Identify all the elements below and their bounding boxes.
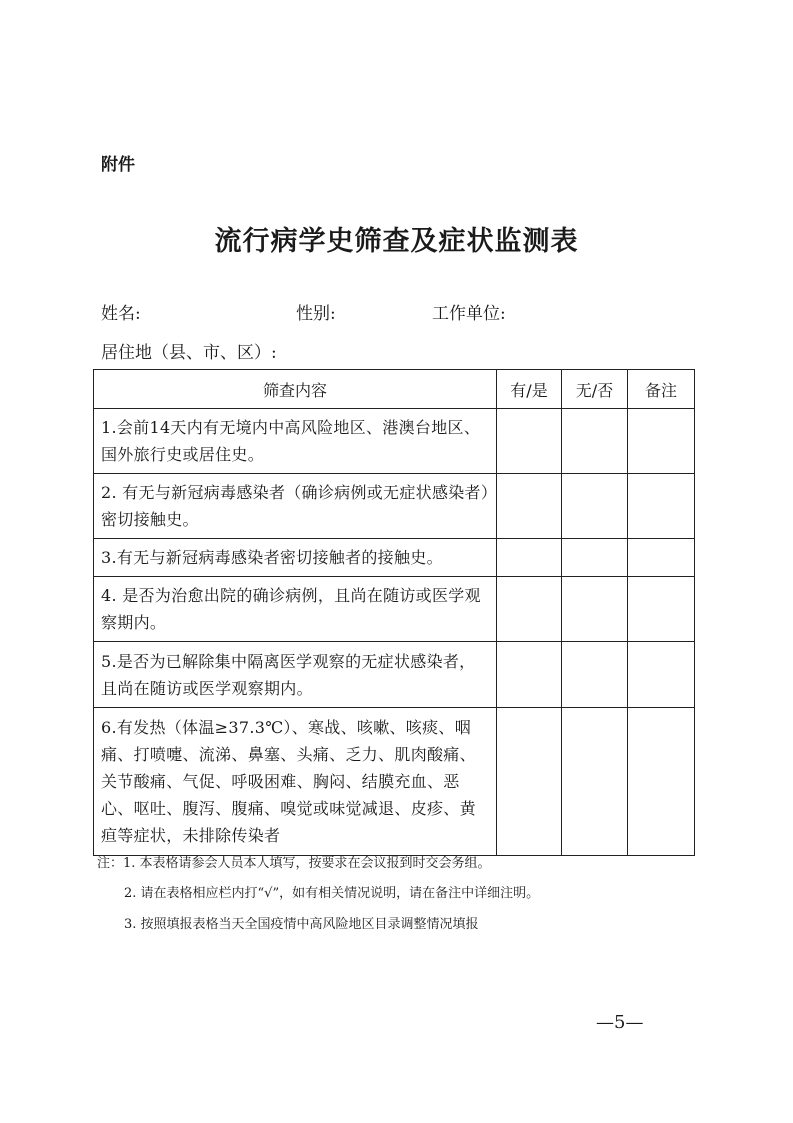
yes-cell-5[interactable]: [497, 642, 562, 708]
question-6: 6.有发热（体温≥37.3℃）、寒战、咳嗽、咳痰、咽痛、打喷嚏、流涕、鼻塞、头痛、乏力、肌肉酸痛、关节酸痛、气促、呼吸困难、胸闷、结膜充血、恶心、呕吐、腹泻、腹痛、嗅觉或味觉减退、皮疹、黄疸等症状，未排除传染者: [94, 708, 497, 856]
header-no: 无/否: [562, 370, 628, 409]
header-remarks: 备注: [628, 370, 695, 409]
attachment-label: 附件: [101, 155, 135, 175]
table-row: [94, 708, 695, 856]
no-cell-4[interactable]: [562, 577, 628, 642]
remarks-cell-5[interactable]: [628, 642, 695, 708]
screening-table: [93, 369, 695, 856]
table-row: [94, 539, 695, 577]
question-4: 4. 是否为治愈出院的确诊病例，且尚在随访或医学观察期内。: [94, 577, 497, 642]
no-cell-2[interactable]: [562, 474, 628, 539]
yes-cell-3[interactable]: [497, 539, 562, 577]
note-1: 注：1. 本表格请参会人员本人填写，按要求在会议报到时交会务组。: [97, 856, 491, 871]
table-header-row: [94, 370, 695, 409]
note-2: 2. 请在表格相应栏内打“√”，如有相关情况说明，请在备注中详细注明。: [124, 886, 540, 901]
remarks-cell-2[interactable]: [628, 474, 695, 539]
yes-cell-2[interactable]: [497, 474, 562, 539]
yes-cell-1[interactable]: [497, 409, 562, 474]
remarks-cell-1[interactable]: [628, 409, 695, 474]
question-1: 1.会前14天内有无境内中高风险地区、港澳台地区、国外旅行史或居住史。: [94, 409, 497, 474]
question-3: 3.有无与新冠病毒感染者密切接触者的接触史。: [94, 539, 497, 577]
table-row: [94, 409, 695, 474]
page-number: —5—: [596, 1012, 644, 1033]
question-2: 2. 有无与新冠病毒感染者（确诊病例或无症状感染者）密切接触史。: [94, 474, 497, 539]
work-unit-field-label: 工作单位:: [432, 304, 506, 324]
yes-cell-4[interactable]: [497, 577, 562, 642]
form-title: 流行病学史筛查及症状监测表: [214, 226, 579, 257]
residence-field-label: 居住地（县、市、区）:: [101, 343, 277, 363]
table-row: [94, 642, 695, 708]
yes-cell-6[interactable]: [497, 708, 562, 856]
no-cell-5[interactable]: [562, 642, 628, 708]
no-cell-3[interactable]: [562, 539, 628, 577]
no-cell-6[interactable]: [562, 708, 628, 856]
name-field-label: 姓名:: [101, 304, 141, 324]
remarks-cell-6[interactable]: [628, 708, 695, 856]
table-row: [94, 474, 695, 539]
header-content: 筛查内容: [94, 370, 497, 409]
table-row: [94, 577, 695, 642]
header-yes: 有/是: [497, 370, 562, 409]
no-cell-1[interactable]: [562, 409, 628, 474]
remarks-cell-4[interactable]: [628, 577, 695, 642]
gender-field-label: 性别:: [296, 304, 336, 324]
remarks-cell-3[interactable]: [628, 539, 695, 577]
question-5: 5.是否为已解除集中隔离医学观察的无症状感染者，且尚在随访或医学观察期内。: [94, 642, 497, 708]
note-3: 3. 按照填报表格当天全国疫情中高风险地区目录调整情况填报: [124, 917, 479, 932]
